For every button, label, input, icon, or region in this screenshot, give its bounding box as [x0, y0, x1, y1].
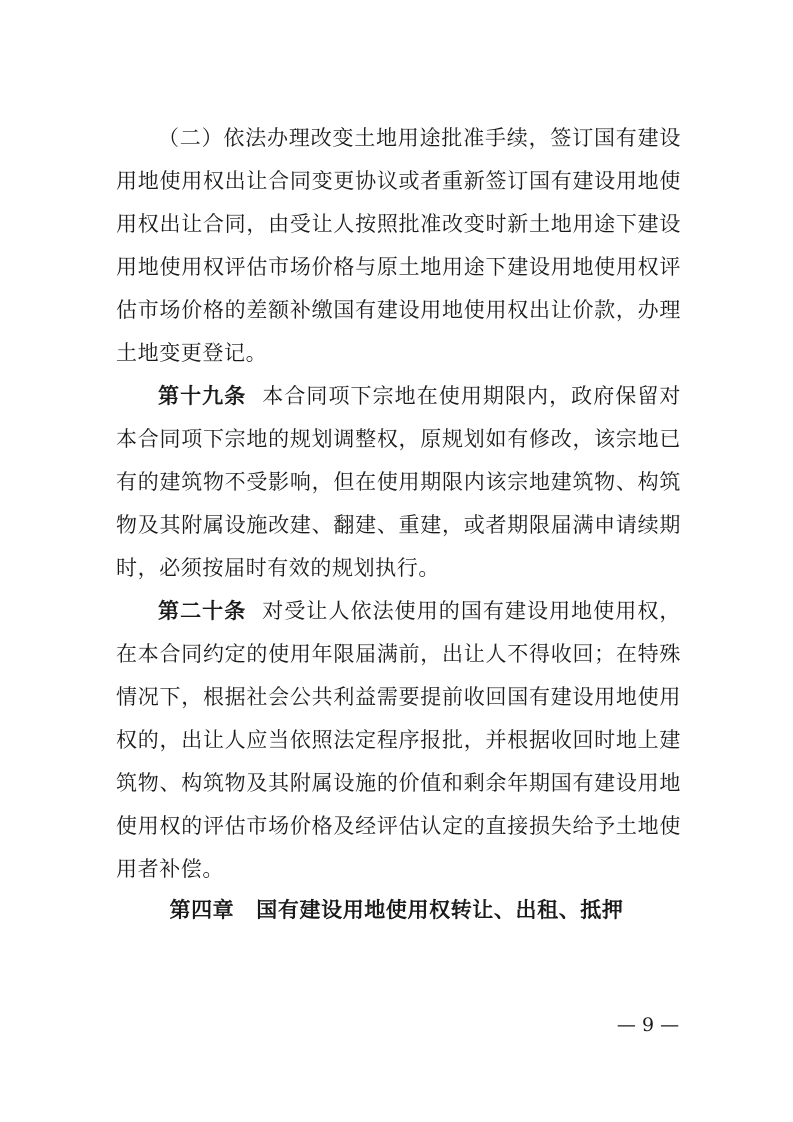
article-text: 本合同项下宗地在使用期限内，政府保留对本合同项下宗地的规划调整权，原规划如有修改，该宗地已有的建筑物不受影响，但在使用期限内该宗地建筑物、构筑物及其附属设施改建、翻建、重建，或者期限届满申请续期时，必须按届时有效的规划执行。: [116, 384, 681, 580]
chapter-title-text: 国有建设用地使用权转让、出租、抵押: [256, 898, 624, 922]
chapter-heading: [0, 890, 793, 930]
article-19: [116, 375, 681, 590]
article-heading: 第二十条: [158, 599, 247, 623]
page-number: — 9 —: [616, 1014, 680, 1036]
paragraph-item-2: [116, 117, 681, 375]
paragraph-text: （二）依法办理改变土地用途批准手续，签订国有建设用地使用权出让合同变更协议或者重新签订国有建设用地使用权出让合同，由受让人按照批准改变时新土地用途下建设用地使用权评估市场价格与原土地用途下建设用地使用权评估市场价格的差额补缴国有建设用地使用权出让价款，办理土地变更登记。: [116, 126, 681, 365]
document-body: [116, 117, 681, 891]
article-text: 对受让人依法使用的国有建设用地使用权，在本合同约定的使用年限届满前，出让人不得收回；在特殊情况下，根据社会公共利益需要提前收回国有建设用地使用权的，出让人应当依照法定程序报批，并根据收回时地上建筑物、构筑物及其附属设施的价值和剩余年期国有建设用地使用权的评估市场价格及经评估认定的直接损失给予土地使用者补偿。: [116, 599, 681, 881]
article-20: [116, 590, 681, 891]
article-heading: 第十九条: [158, 384, 247, 408]
chapter-number: 第四章: [169, 898, 235, 922]
